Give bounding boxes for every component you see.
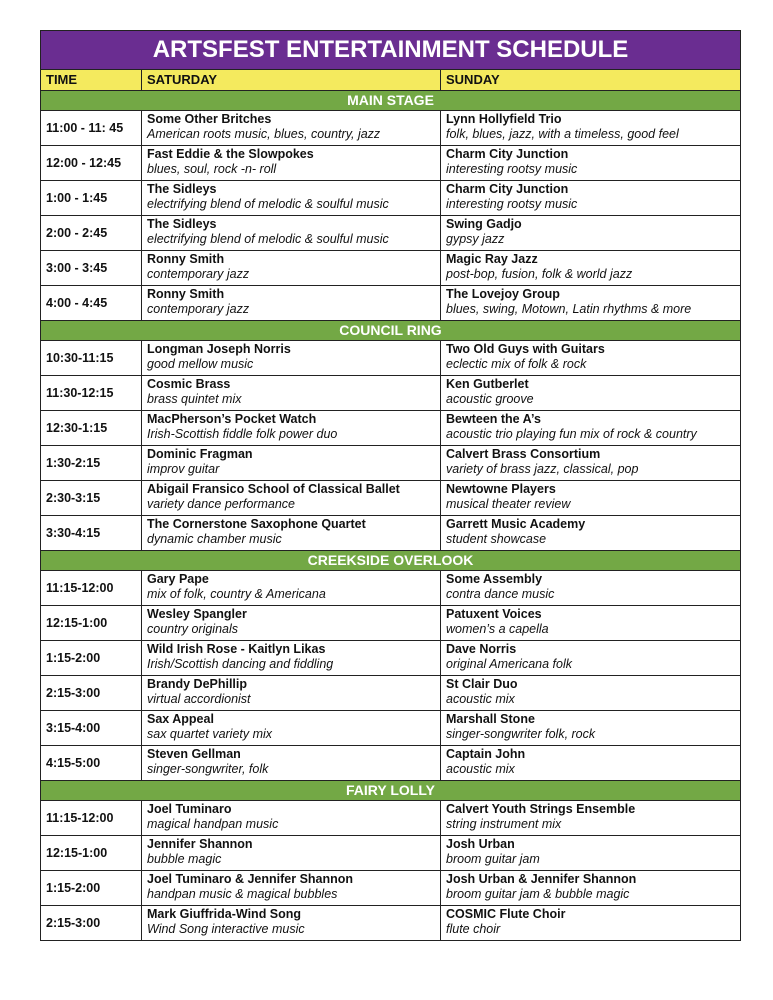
act-description: bubble magic <box>147 852 222 866</box>
sunday-act <box>441 571 740 605</box>
sunday-act <box>441 711 740 745</box>
act-description: magical handpan music <box>147 817 279 831</box>
act-name: Magic Ray Jazz <box>446 252 538 266</box>
table-row <box>41 711 740 746</box>
sunday-act <box>441 641 740 675</box>
act-name: The Lovejoy Group <box>446 287 560 301</box>
saturday-act <box>142 906 441 940</box>
act-description: broom guitar jam <box>446 852 540 866</box>
act-name: Dave Norris <box>446 642 517 656</box>
table-row <box>41 146 740 181</box>
act-name: Joel Tuminaro & Jennifer Shannon <box>147 872 354 886</box>
act-description: musical theater review <box>446 497 571 511</box>
saturday-act <box>142 516 441 550</box>
sunday-act <box>441 906 740 940</box>
act-description: contra dance music <box>446 587 555 601</box>
time-slot: 11:15-12:00 <box>41 801 142 835</box>
saturday-act <box>142 836 441 870</box>
act-name: Jennifer Shannon <box>147 837 253 851</box>
act-name: Some Assembly <box>446 572 543 586</box>
act-description: improv guitar <box>147 462 220 476</box>
sunday-act <box>441 216 740 250</box>
act-description: gypsy jazz <box>446 232 505 246</box>
act-description: acoustic mix <box>446 692 515 706</box>
time-column-header: TIME <box>41 70 142 90</box>
saturday-column-header: SATURDAY <box>142 70 441 90</box>
sunday-act <box>441 836 740 870</box>
act-description: contemporary jazz <box>147 267 250 281</box>
act-name: Garrett Music Academy <box>446 517 586 531</box>
act-description: string instrument mix <box>446 817 562 831</box>
act-name: Captain John <box>446 747 526 761</box>
act-description: interesting rootsy music <box>446 162 578 176</box>
act-description: blues, soul, rock -n- roll <box>147 162 277 176</box>
act-name: Josh Urban & Jennifer Shannon <box>446 872 637 886</box>
sunday-act <box>441 111 740 145</box>
table-row <box>41 216 740 251</box>
act-description: blues, swing, Motown, Latin rhythms & more <box>446 302 692 316</box>
column-header-row <box>41 70 740 91</box>
time-slot: 10:30-11:15 <box>41 341 142 375</box>
saturday-act <box>142 146 441 180</box>
act-description: broom guitar jam & bubble magic <box>446 887 630 901</box>
saturday-act <box>142 216 441 250</box>
table-row <box>41 446 740 481</box>
act-name: Fast Eddie & the Slowpokes <box>147 147 314 161</box>
table-row <box>41 251 740 286</box>
time-slot: 12:15-1:00 <box>41 836 142 870</box>
act-description: sax quartet variety mix <box>147 727 273 741</box>
time-slot: 2:00 - 2:45 <box>41 216 142 250</box>
act-description: acoustic groove <box>446 392 534 406</box>
time-slot: 1:00 - 1:45 <box>41 181 142 215</box>
act-description: variety dance performance <box>147 497 295 511</box>
schedule-table <box>40 30 741 941</box>
time-slot: 11:00 - 11: 45 <box>41 111 142 145</box>
time-slot: 2:15-3:00 <box>41 676 142 710</box>
saturday-act <box>142 711 441 745</box>
stage-name-bar: CREEKSIDE OVERLOOK <box>41 551 740 571</box>
act-name: Ronny Smith <box>147 252 225 266</box>
table-row <box>41 571 740 606</box>
stage-section <box>41 91 740 321</box>
saturday-act <box>142 801 441 835</box>
time-slot: 2:15-3:00 <box>41 906 142 940</box>
table-row <box>41 906 740 940</box>
act-name: Abigail Fransico School of Classical Ballet <box>147 482 400 496</box>
act-description: virtual accordionist <box>147 692 251 706</box>
act-name: Steven Gellman <box>147 747 241 761</box>
saturday-act <box>142 411 441 445</box>
table-row <box>41 836 740 871</box>
act-name: Cosmic Brass <box>147 377 231 391</box>
sunday-act <box>441 251 740 285</box>
schedule-body <box>41 91 740 940</box>
act-name: Lynn Hollyfield Trio <box>446 112 562 126</box>
time-slot: 12:15-1:00 <box>41 606 142 640</box>
time-slot: 12:30-1:15 <box>41 411 142 445</box>
act-name: Longman Joseph Norris <box>147 342 291 356</box>
saturday-act <box>142 341 441 375</box>
sunday-act <box>441 481 740 515</box>
act-description: original Americana folk <box>446 657 572 671</box>
act-description: brass quintet mix <box>147 392 242 406</box>
saturday-act <box>142 871 441 905</box>
sunday-act <box>441 446 740 480</box>
act-name: Ronny Smith <box>147 287 225 301</box>
act-name: Charm City Junction <box>446 147 569 161</box>
sunday-act <box>441 376 740 410</box>
act-description: contemporary jazz <box>147 302 250 316</box>
time-slot: 2:30-3:15 <box>41 481 142 515</box>
act-name: Brandy DePhillip <box>147 677 248 691</box>
act-name: St Clair Duo <box>446 677 518 691</box>
saturday-act <box>142 641 441 675</box>
stage-section <box>41 781 740 940</box>
act-description: electrifying blend of melodic & soulful music <box>147 232 389 246</box>
act-name: Calvert Youth Strings Ensemble <box>446 802 636 816</box>
act-description: student showcase <box>446 532 547 546</box>
time-slot: 4:15-5:00 <box>41 746 142 780</box>
time-slot: 1:15-2:00 <box>41 641 142 675</box>
time-slot: 4:00 - 4:45 <box>41 286 142 320</box>
saturday-act <box>142 571 441 605</box>
saturday-act <box>142 286 441 320</box>
sunday-act <box>441 341 740 375</box>
sunday-act <box>441 286 740 320</box>
act-name: Swing Gadjo <box>446 217 522 231</box>
sunday-act <box>441 801 740 835</box>
act-name: Charm City Junction <box>446 182 569 196</box>
stage-section <box>41 321 740 551</box>
sunday-act <box>441 606 740 640</box>
table-row <box>41 676 740 711</box>
sunday-act <box>441 516 740 550</box>
act-name: The Sidleys <box>147 182 217 196</box>
time-slot: 12:00 - 12:45 <box>41 146 142 180</box>
act-description: variety of brass jazz, classical, pop <box>446 462 639 476</box>
sunday-act <box>441 411 740 445</box>
act-description: singer-songwriter folk, rock <box>446 727 596 741</box>
act-description: American roots music, blues, country, jazz <box>147 127 381 141</box>
act-description: country originals <box>147 622 239 636</box>
act-description: Wind Song interactive music <box>147 922 305 936</box>
act-name: Patuxent Voices <box>446 607 542 621</box>
act-name: MacPherson’s Pocket Watch <box>147 412 317 426</box>
saturday-act <box>142 376 441 410</box>
saturday-act <box>142 251 441 285</box>
time-slot: 3:15-4:00 <box>41 711 142 745</box>
table-row <box>41 111 740 146</box>
table-row <box>41 181 740 216</box>
act-description: singer-songwriter, folk <box>147 762 269 776</box>
stage-name-bar: COUNCIL RING <box>41 321 740 341</box>
saturday-act <box>142 111 441 145</box>
act-description: post-bop, fusion, folk & world jazz <box>446 267 633 281</box>
sunday-act <box>441 676 740 710</box>
act-name: Gary Pape <box>147 572 209 586</box>
act-name: Joel Tuminaro <box>147 802 232 816</box>
sunday-column-header: SUNDAY <box>446 72 500 87</box>
act-description: acoustic mix <box>446 762 515 776</box>
act-name: Some Other Britches <box>147 112 272 126</box>
table-row <box>41 411 740 446</box>
time-slot: 1:30-2:15 <box>41 446 142 480</box>
sunday-act <box>441 746 740 780</box>
saturday-act <box>142 606 441 640</box>
time-slot: 3:00 - 3:45 <box>41 251 142 285</box>
act-name: Sax Appeal <box>147 712 214 726</box>
act-name: Ken Gutberlet <box>446 377 529 391</box>
act-description: flute choir <box>446 922 501 936</box>
schedule-title: ARTSFEST ENTERTAINMENT SCHEDULE <box>41 31 740 70</box>
act-description: Irish/Scottish dancing and fiddling <box>147 657 334 671</box>
stage-name-bar: FAIRY LOLLY <box>41 781 740 801</box>
saturday-act <box>142 481 441 515</box>
act-name: Two Old Guys with Guitars <box>446 342 605 356</box>
sunday-act <box>441 181 740 215</box>
table-row <box>41 376 740 411</box>
saturday-act <box>142 676 441 710</box>
act-description: good mellow music <box>147 357 254 371</box>
time-slot: 11:30-12:15 <box>41 376 142 410</box>
saturday-act <box>142 181 441 215</box>
stage-name-bar: MAIN STAGE <box>41 91 740 111</box>
act-name: Mark Giuffrida-Wind Song <box>147 907 302 921</box>
act-name: COSMIC Flute Choir <box>446 907 566 921</box>
table-row <box>41 516 740 551</box>
table-row <box>41 341 740 376</box>
act-name: Newtowne Players <box>446 482 556 496</box>
act-name: Dominic Fragman <box>147 447 253 461</box>
act-description: handpan music & magical bubbles <box>147 887 338 901</box>
table-row <box>41 286 740 321</box>
time-slot: 3:30-4:15 <box>41 516 142 550</box>
act-description: electrifying blend of melodic & soulful music <box>147 197 389 211</box>
act-name: Marshall Stone <box>446 712 535 726</box>
act-name: Wild Irish Rose - Kaitlyn Likas <box>147 642 326 656</box>
act-description: eclectic mix of folk & rock <box>446 357 587 371</box>
act-description: folk, blues, jazz, with a timeless, good feel <box>446 127 679 141</box>
act-description: mix of folk, country & Americana <box>147 587 326 601</box>
table-row <box>41 801 740 836</box>
table-row <box>41 481 740 516</box>
saturday-act <box>142 746 441 780</box>
act-name: Calvert Brass Consortium <box>446 447 601 461</box>
act-description: Irish-Scottish fiddle folk power duo <box>147 427 338 441</box>
act-description: interesting rootsy music <box>446 197 578 211</box>
time-slot: 11:15-12:00 <box>41 571 142 605</box>
act-name: Wesley Spangler <box>147 607 247 621</box>
sunday-act <box>441 871 740 905</box>
act-description: acoustic trio playing fun mix of rock & country <box>446 427 697 441</box>
act-name: Bewteen the A’s <box>446 412 541 426</box>
act-name: The Sidleys <box>147 217 217 231</box>
act-name: The Cornerstone Saxophone Quartet <box>147 517 366 531</box>
act-description: dynamic chamber music <box>147 532 282 546</box>
table-row <box>41 871 740 906</box>
act-description: women’s a capella <box>446 622 549 636</box>
table-row <box>41 641 740 676</box>
table-row <box>41 606 740 641</box>
act-name: Josh Urban <box>446 837 515 851</box>
saturday-act <box>142 446 441 480</box>
stage-section <box>41 551 740 781</box>
sunday-act <box>441 146 740 180</box>
time-slot: 1:15-2:00 <box>41 871 142 905</box>
table-row <box>41 746 740 781</box>
